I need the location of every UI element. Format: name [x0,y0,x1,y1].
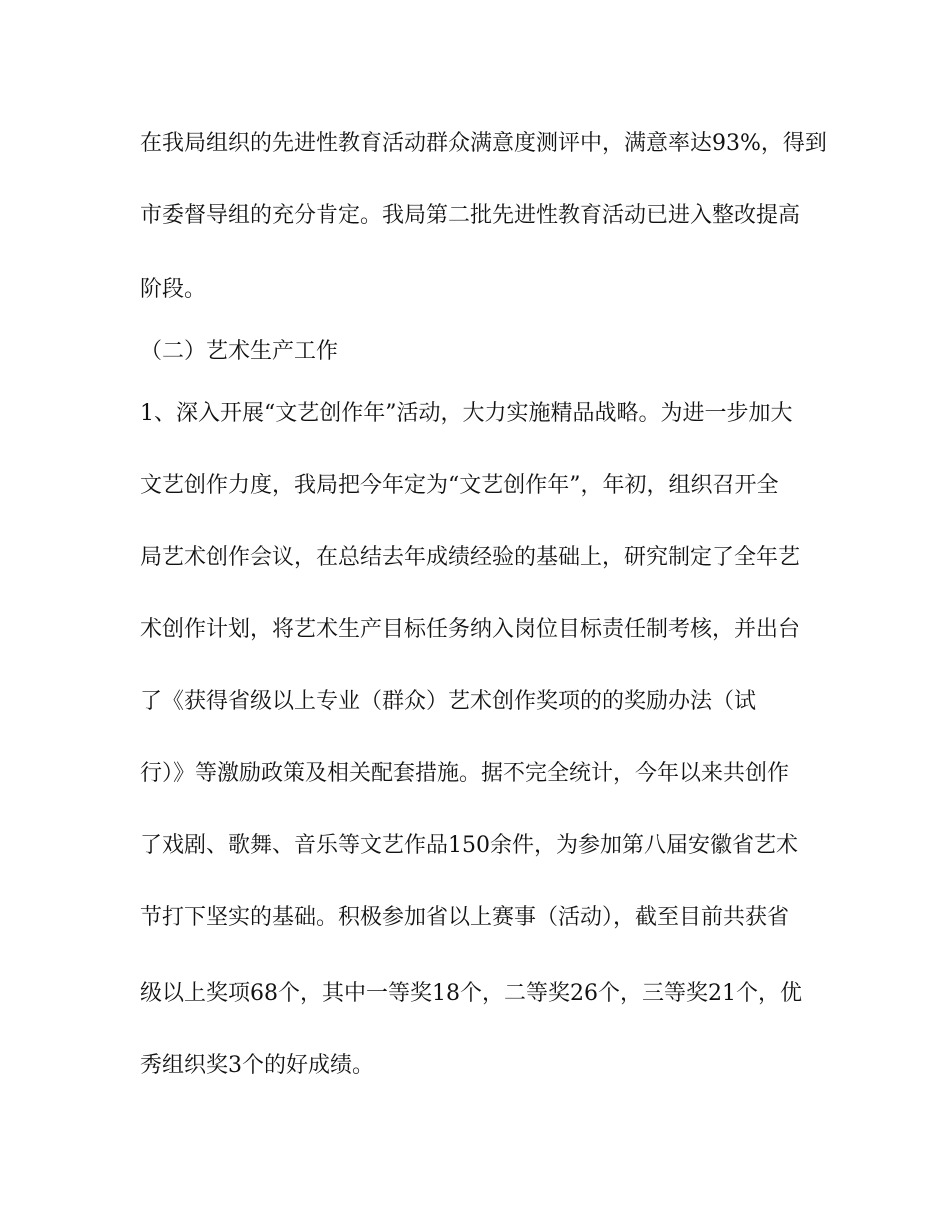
paragraph-line: 文艺创作力度，我局把今年定为“文艺创作年”，年初，组织召开全 [140,473,779,498]
paragraph-line: 级以上奖项68个，其中一等奖18个，二等奖26个，三等奖21个，优 [140,981,802,1006]
paragraph-line: 秀组织奖3个的好成绩。 [140,1053,374,1078]
paragraph-line: 1、深入开展“文艺创作年”活动，大力实施精品战略。为进一步加大 [140,401,793,426]
section-heading: （二）艺术生产工作 [140,339,339,364]
paragraph-line: 局艺术创作会议，在总结去年成绩经验的基础上，研究制定了全年艺 [140,545,801,570]
paragraph-line: 在我局组织的先进性教育活动群众满意度测评中，满意率达93%，得到 [140,131,827,156]
paragraph-line: 阶段。 [140,277,207,302]
paragraph-line: 行）》等激励政策及相关配套措施。据不完全统计，今年以来共创作 [140,761,790,786]
paragraph-line: 了戏剧、歌舞、音乐等文艺作品150余件，为参加第八届安徽省艺术 [140,833,798,858]
paragraph-line: 了《获得省级以上专业（群众）艺术创作奖项的的奖励办法（试 [140,689,757,714]
paragraph-line: 节打下坚实的基础。积极参加省以上赛事（活动），截至目前共获省 [140,905,790,930]
paragraph-line: 术创作计划，将艺术生产目标任务纳入岗位目标责任制考核，并出台 [140,617,801,642]
paragraph-line: 市委督导组的充分肯定。我局第二批先进性教育活动已进入整改提高 [140,203,801,228]
